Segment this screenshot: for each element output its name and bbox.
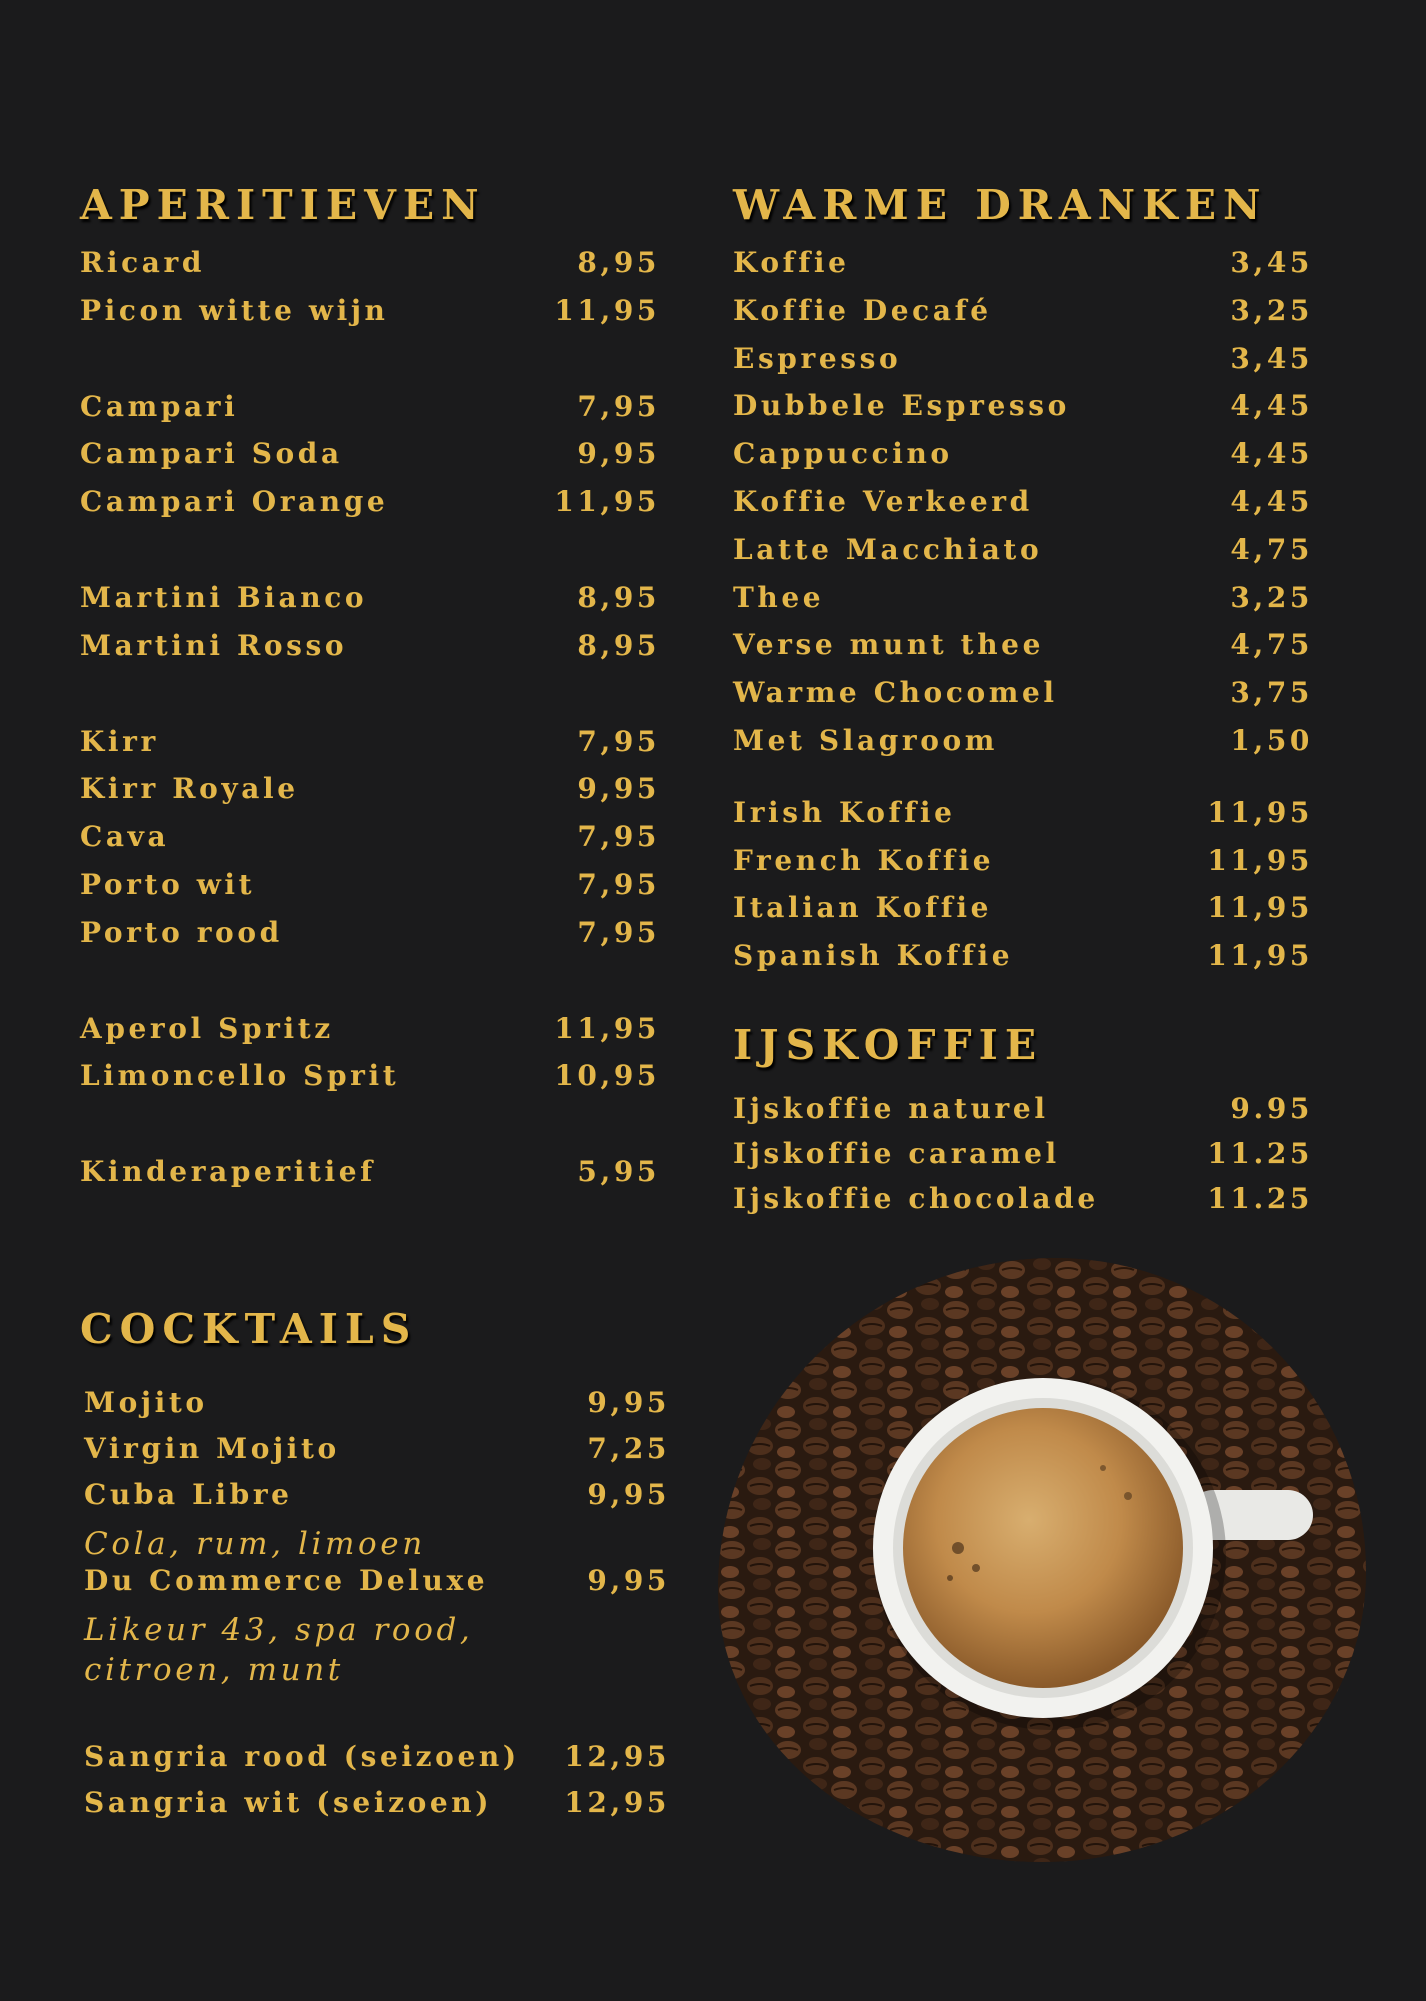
menu-item: [733, 676, 1313, 724]
menu-item: [733, 844, 1313, 892]
menu-item: [733, 533, 1313, 581]
menu-item: [80, 916, 660, 964]
item-price: 7,95: [577, 724, 660, 758]
menu-item: [80, 1155, 660, 1203]
menu-item: [80, 1478, 670, 1524]
item-name: Martini Bianco: [80, 580, 368, 614]
menu-item: [733, 1092, 1313, 1137]
item-price: 3,45: [1230, 246, 1313, 279]
item-name: Virgin Mojito: [84, 1432, 340, 1465]
item-name: Aperol Spritz: [80, 1011, 334, 1045]
menu-item: [80, 772, 660, 820]
item-price: 11,95: [554, 293, 660, 327]
item-price: 1,50: [1230, 723, 1313, 757]
item-price: 11,95: [554, 485, 660, 519]
item-name: Porto wit: [80, 867, 256, 901]
menu-item: [80, 581, 660, 629]
item-price: 7,95: [577, 389, 660, 423]
menu-item: [80, 1564, 670, 1610]
item-price: 5,95: [577, 1155, 660, 1189]
item-name: Mojito: [84, 1386, 208, 1419]
menu-item: [733, 294, 1313, 342]
item-name: Latte Macchiato: [733, 532, 1043, 566]
item-description: Likeur 43, spa rood, citroen, munt: [84, 1612, 474, 1688]
item-name: Ijskoffie chocolade: [733, 1182, 1099, 1215]
menu-item: [733, 796, 1313, 844]
item-price: 7,95: [577, 867, 660, 901]
menu-item: [733, 939, 1313, 987]
cocktails-list: [80, 1386, 670, 1832]
coffee-cup-photo: [718, 1258, 1366, 1862]
menu-item: [733, 1182, 1313, 1227]
item-name: Sangria wit (seizoen): [84, 1786, 493, 1819]
item-name: Picon witte wijn: [80, 293, 389, 327]
menu-item: [80, 1740, 670, 1786]
item-name: Campari Orange: [80, 485, 389, 519]
item-name: Koffie: [733, 246, 850, 279]
item-name: Warme Chocomel: [733, 676, 1058, 710]
item-price: 8,95: [577, 628, 660, 662]
item-price: 9,95: [587, 1478, 670, 1511]
menu-item: [80, 437, 660, 485]
warme-dranken-heading: WARME DRANKEN: [733, 181, 1268, 229]
item-name: Du Commerce Deluxe: [84, 1564, 489, 1597]
item-price: 7,95: [577, 915, 660, 949]
item-price: 10,95: [554, 1059, 660, 1093]
item-price: 7,95: [577, 820, 660, 854]
warme-dranken-list: [733, 246, 1313, 987]
item-name: Cuba Libre: [84, 1478, 293, 1511]
item-price: 3,25: [1230, 293, 1313, 327]
menu-item: [80, 485, 660, 533]
item-name: Ricard: [80, 246, 206, 279]
item-name: Martini Rosso: [80, 628, 348, 662]
cocktails-section: [80, 1302, 670, 1832]
menu-item: [733, 1137, 1313, 1182]
menu-item: [733, 389, 1313, 437]
aperitieven-section: [80, 178, 660, 1203]
item-price: 4,45: [1230, 389, 1313, 423]
item-name: Ijskoffie caramel: [733, 1137, 1060, 1170]
item-price: 11,95: [1207, 939, 1313, 973]
item-name: Thee: [733, 580, 825, 614]
item-name: Limoncello Sprit: [80, 1059, 400, 1093]
item-price: 4,45: [1230, 484, 1313, 518]
aperitieven-list: [80, 246, 660, 1203]
menu-item: [80, 1012, 660, 1060]
item-name: Koffie Decafé: [733, 293, 992, 327]
item-name: Kinderaperitief: [80, 1155, 376, 1189]
item-price: 3,25: [1230, 580, 1313, 614]
menu-item: [80, 1432, 670, 1478]
item-name: Koffie Verkeerd: [733, 484, 1033, 518]
item-price: 11,95: [1207, 843, 1313, 877]
item-price: 3,75: [1230, 676, 1313, 710]
menu-item: [733, 485, 1313, 533]
item-description: Cola, rum, limoen: [84, 1526, 426, 1562]
item-name: Espresso: [733, 341, 902, 375]
menu-item: [80, 629, 660, 677]
menu-item: [733, 581, 1313, 629]
item-name: Dubbele Espresso: [733, 389, 1070, 423]
item-price: 11,95: [554, 1011, 660, 1045]
aperitieven-heading: APERITIEVEN: [80, 181, 486, 229]
item-name: Kirr Royale: [80, 772, 299, 806]
item-price: 8,95: [577, 246, 660, 279]
item-name: Cappuccino: [733, 437, 953, 471]
menu-item: [80, 868, 660, 916]
menu-item: [733, 724, 1313, 772]
item-price: 11.25: [1207, 1182, 1313, 1215]
item-price: 9,95: [587, 1386, 670, 1419]
item-name: Sangria rood (seizoen): [84, 1740, 520, 1773]
item-price: 9,95: [587, 1564, 670, 1597]
menu-item: [80, 246, 660, 294]
item-name: Campari: [80, 389, 239, 423]
item-name: Kirr: [80, 724, 159, 758]
item-name: Verse munt thee: [733, 628, 1044, 662]
item-price: 9,95: [577, 437, 660, 471]
item-price: 4,75: [1230, 532, 1313, 566]
item-name: Irish Koffie: [733, 795, 956, 829]
item-price: 8,95: [577, 580, 660, 614]
menu-item: [80, 1059, 660, 1107]
menu-item: [80, 1786, 670, 1832]
menu-item: [80, 820, 660, 868]
menu-item: [733, 342, 1313, 390]
ijskoffie-section: [733, 1018, 1313, 1227]
item-price: 4,75: [1230, 628, 1313, 662]
item-name: Porto rood: [80, 915, 283, 949]
item-name: French Koffie: [733, 843, 995, 877]
item-price: 4,45: [1230, 437, 1313, 471]
menu-item: [733, 628, 1313, 676]
item-price: 9.95: [1230, 1092, 1313, 1125]
item-price: 11,95: [1207, 891, 1313, 925]
menu-item: [80, 294, 660, 342]
item-price: 11,95: [1207, 795, 1313, 829]
item-name: Ijskoffie naturel: [733, 1092, 1049, 1125]
item-price: 9,95: [577, 772, 660, 806]
item-name: Spanish Koffie: [733, 939, 1014, 973]
menu-item: [80, 1386, 670, 1432]
item-price: 12,95: [564, 1740, 670, 1773]
item-name: Cava: [80, 820, 170, 854]
ijskoffie-heading: IJSKOFFIE: [733, 1021, 1044, 1069]
coffee-cup-illustration: [718, 1258, 1366, 1862]
item-price: 11.25: [1207, 1137, 1313, 1170]
item-price: 7,25: [587, 1432, 670, 1465]
menu-item: [733, 246, 1313, 294]
cocktails-heading: COCKTAILS: [80, 1305, 418, 1353]
ijskoffie-list: [733, 1092, 1313, 1227]
menu-item: [733, 891, 1313, 939]
item-name: Met Slagroom: [733, 723, 998, 757]
menu-item: [733, 437, 1313, 485]
menu-item: [80, 725, 660, 773]
warme-dranken-section: [733, 178, 1313, 987]
menu-item: [80, 390, 660, 438]
item-price: 12,95: [564, 1786, 670, 1819]
item-price: 3,45: [1230, 341, 1313, 375]
item-name: Campari Soda: [80, 437, 343, 471]
item-name: Italian Koffie: [733, 891, 993, 925]
